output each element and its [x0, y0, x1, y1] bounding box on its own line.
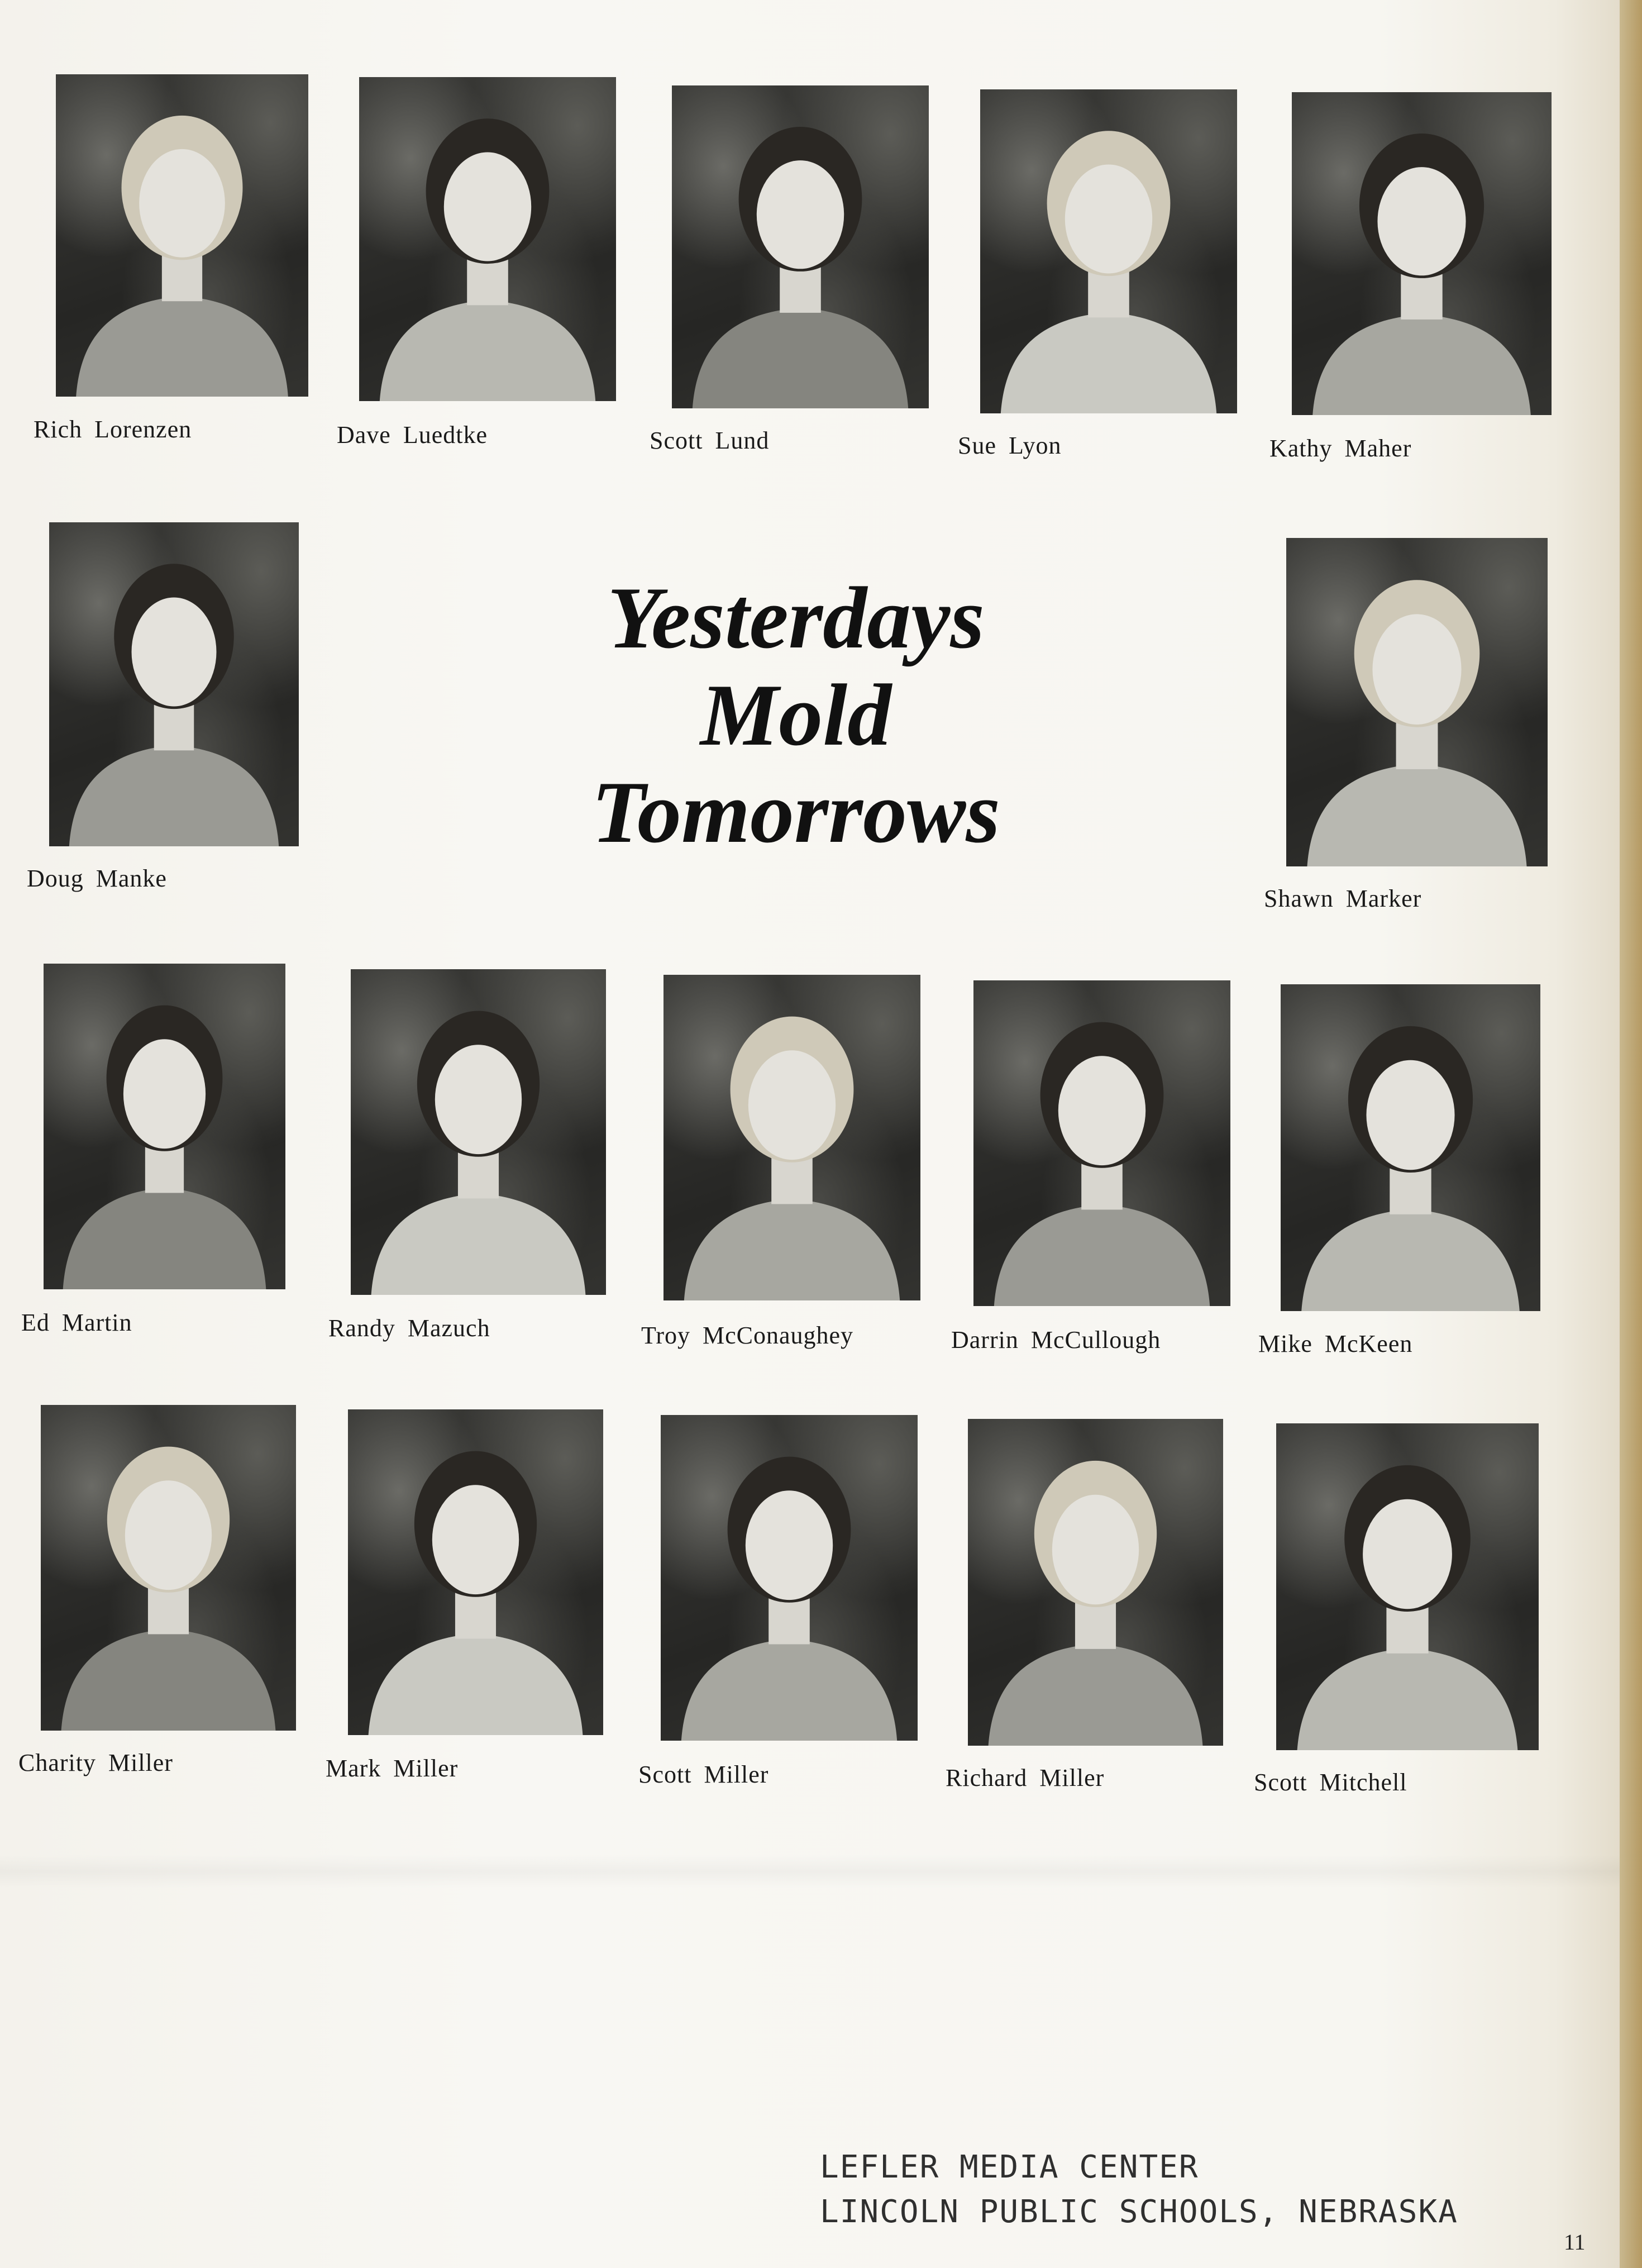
headline-line: Yesterdays — [607, 569, 985, 667]
portrait-photo — [44, 964, 285, 1289]
portrait-photo — [1276, 1423, 1539, 1750]
portrait-silhouette — [1286, 538, 1548, 866]
portrait-silhouette — [44, 964, 285, 1289]
portrait-silhouette — [664, 975, 920, 1300]
portrait-photo — [1292, 92, 1552, 415]
portrait-silhouette — [41, 1405, 296, 1731]
portrait-silhouette — [968, 1419, 1223, 1746]
portrait-silhouette — [359, 77, 616, 401]
portrait-name: Kathy Maher — [1269, 435, 1412, 462]
portrait-name: Scott Mitchell — [1254, 1769, 1407, 1796]
page-number: 11 — [1564, 2229, 1586, 2255]
portrait-name: Charity Miller — [18, 1749, 173, 1776]
portrait-photo — [359, 77, 616, 401]
portrait-name: Ed Martin — [21, 1309, 132, 1336]
portrait-name: Scott Miller — [638, 1761, 769, 1788]
portrait-silhouette — [1276, 1423, 1539, 1750]
portrait-photo — [49, 522, 299, 846]
library-stamp-line: LINCOLN PUBLIC SCHOOLS, NEBRASKA — [820, 2194, 1458, 2230]
portrait-name: Richard Miller — [946, 1764, 1105, 1791]
portrait-photo — [351, 969, 606, 1295]
portrait-name: Shawn Marker — [1264, 885, 1422, 912]
library-stamp-line: LEFLER MEDIA CENTER — [820, 2149, 1199, 2185]
portrait-silhouette — [1292, 92, 1552, 415]
portrait-photo — [661, 1415, 918, 1741]
portrait-photo — [968, 1419, 1223, 1746]
portrait-photo — [41, 1405, 296, 1731]
portrait-photo — [1281, 984, 1540, 1311]
portrait-photo — [980, 89, 1237, 413]
portrait-silhouette — [973, 980, 1230, 1306]
portrait-name: Mike McKeen — [1258, 1330, 1413, 1357]
portrait-silhouette — [1281, 984, 1540, 1311]
headline-line: Tomorrows — [591, 764, 1000, 861]
portrait-photo — [973, 980, 1230, 1306]
portrait-silhouette — [351, 969, 606, 1295]
portrait-name: Mark Miller — [326, 1755, 459, 1782]
portrait-silhouette — [661, 1415, 918, 1741]
portrait-name: Rich Lorenzen — [34, 416, 192, 443]
portrait-silhouette — [980, 89, 1237, 413]
portrait-silhouette — [348, 1409, 603, 1735]
headline-line: Mold — [700, 666, 892, 764]
portrait-name: Sue Lyon — [958, 432, 1062, 459]
headline — [559, 570, 1033, 861]
portrait-silhouette — [56, 74, 308, 397]
library-stamp — [820, 2145, 1458, 2234]
portrait-name: Scott Lund — [650, 427, 770, 454]
portrait-photo — [348, 1409, 603, 1735]
portrait-silhouette — [672, 85, 929, 408]
portrait-photo — [56, 74, 308, 397]
portrait-name: Dave Luedtke — [337, 421, 488, 449]
portrait-name: Darrin McCullough — [951, 1326, 1161, 1354]
portrait-photo — [672, 85, 929, 408]
portrait-name: Troy McConaughey — [641, 1322, 854, 1349]
portrait-photo — [1286, 538, 1548, 866]
page-crease — [0, 1855, 1620, 1888]
portrait-name: Doug Manke — [27, 865, 167, 892]
portrait-photo — [664, 975, 920, 1300]
portrait-name: Randy Mazuch — [328, 1314, 490, 1342]
portrait-silhouette — [49, 522, 299, 846]
book-spine-edge — [1620, 0, 1642, 2268]
